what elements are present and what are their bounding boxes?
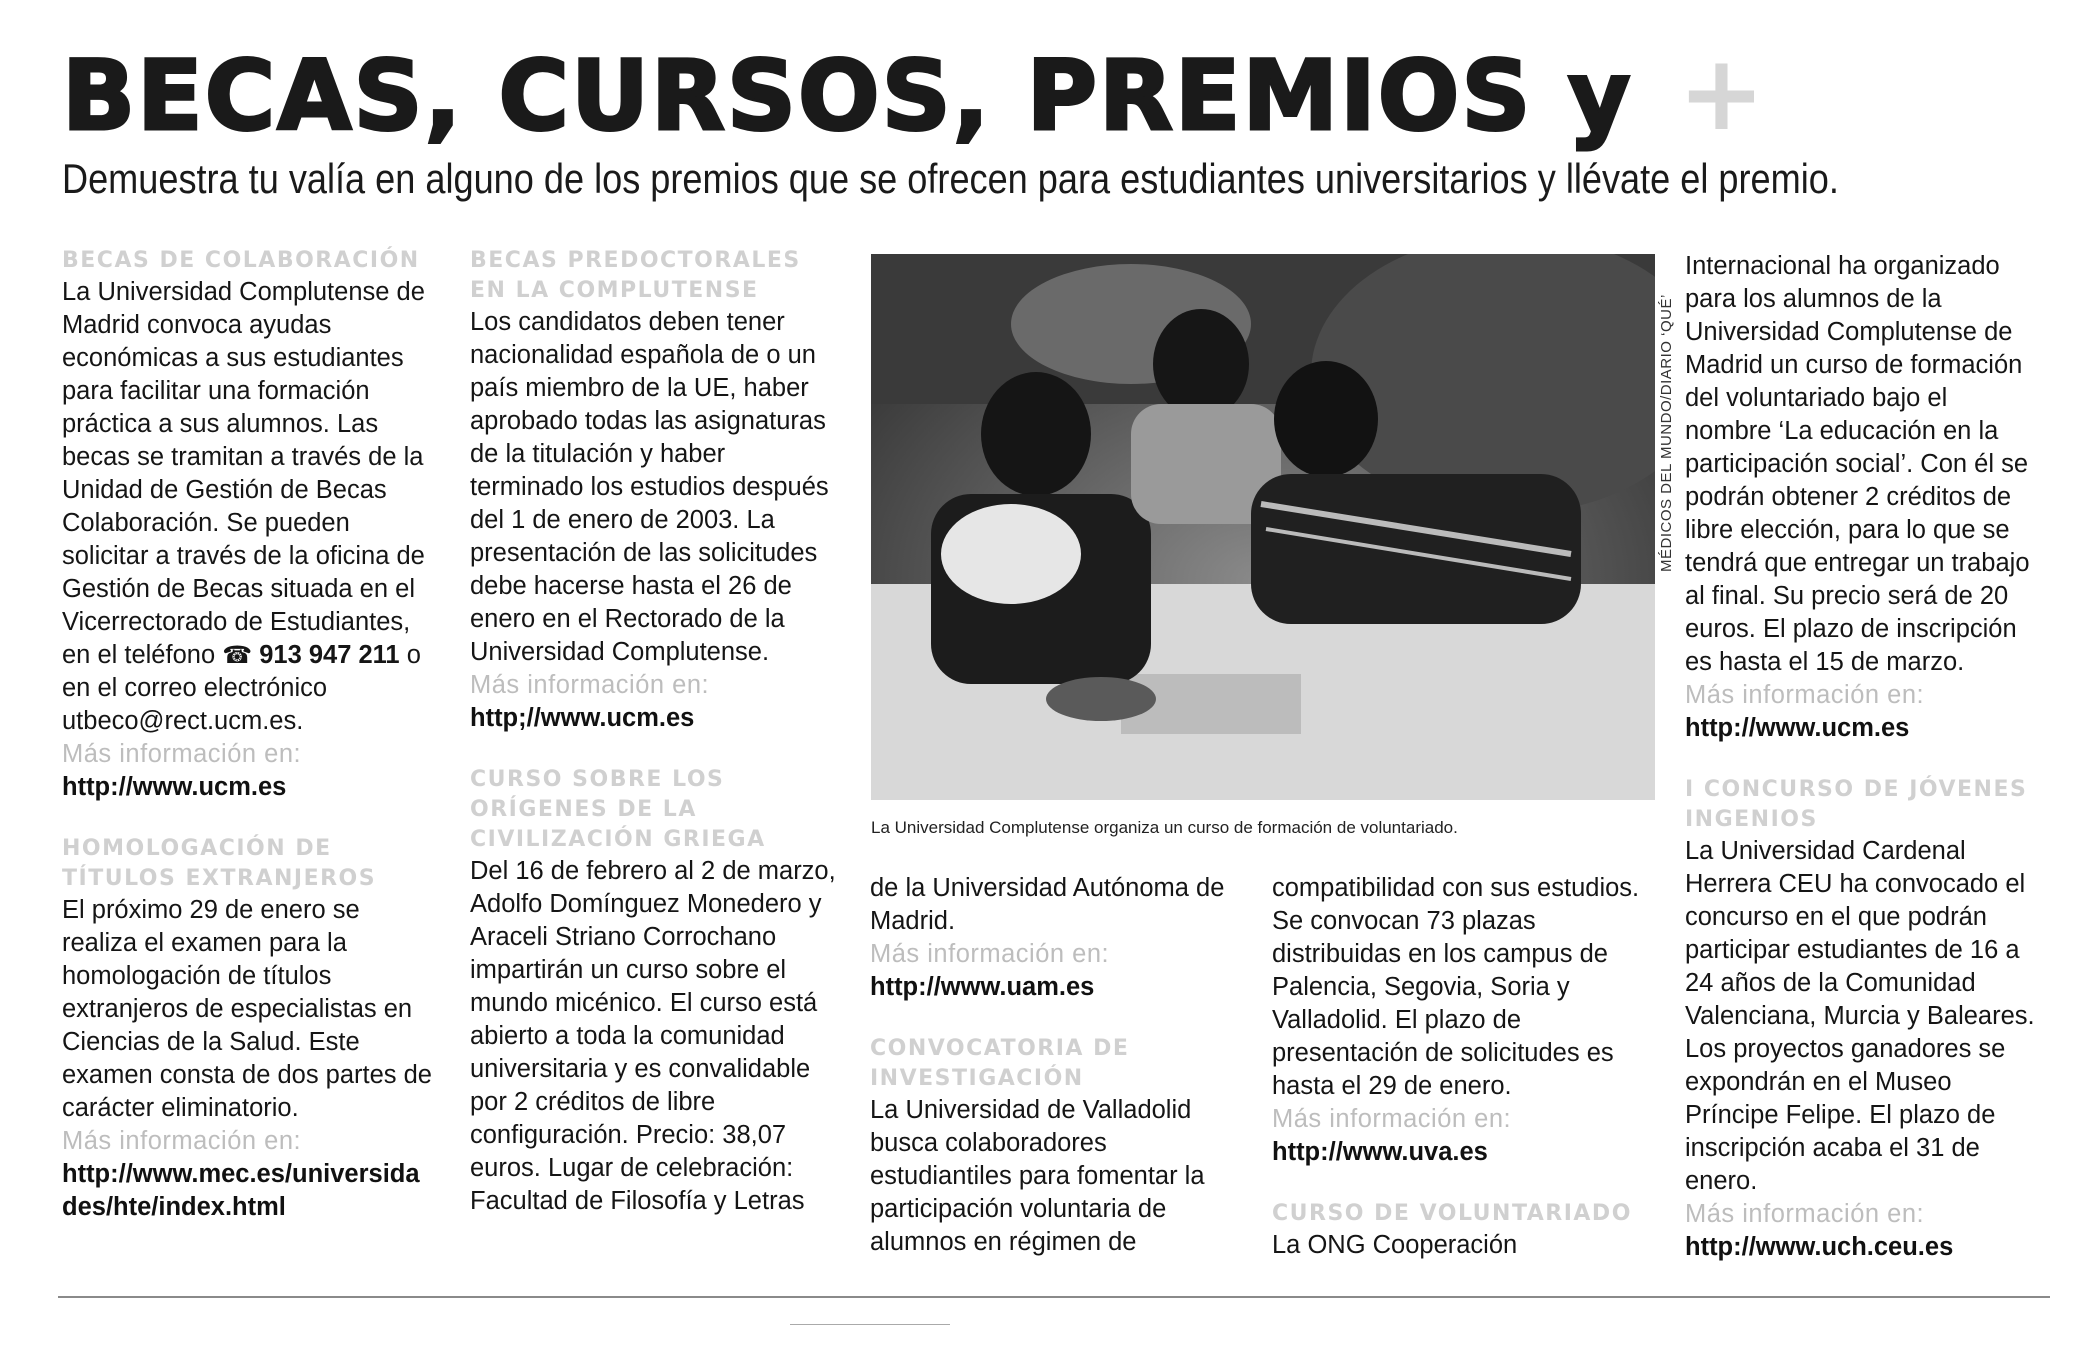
- photo-credit: MÉDICOS DEL MUNDO/DIARIO ‘QUÉ’: [1658, 294, 1675, 572]
- section-title-becas-colaboracion: BECAS DE COLABORACIÓN: [62, 248, 420, 273]
- article-curso-griega-continued: de la Universidad Autónoma de Madrid.: [870, 874, 1225, 935]
- article-curso-griega: Del 16 de febrero al 2 de marzo, Adolfo Domínguez Monedero y Araceli Striano Corrochano impartirán un curso sobre el mundo micénico. El curso está abierto a toda la comunidad universitaria y es convalidable por 2 créditos de libre configuración. Precio: 38,07 euros. Lugar de celebración: Facultad de Filosofía y Letras: [470, 857, 836, 1215]
- more-info-label: Más información en:: [1272, 1105, 1512, 1133]
- page-title-text: BECAS, CURSOS, PREMIOS y: [62, 40, 1633, 152]
- phone-icon: ☎: [222, 642, 253, 669]
- article-becas-colaboracion: [62, 276, 432, 738]
- photo-image: [871, 254, 1655, 800]
- link-uam[interactable]: http://www.uam.es: [870, 973, 1095, 1001]
- more-info-label: Más información en:: [62, 1127, 302, 1155]
- footer-mark: [790, 1324, 950, 1325]
- section-title-homologacion: HOMOLOGACIÓN DE TÍTULOS EXTRANJEROS: [62, 836, 377, 891]
- article-body: o en el correo electrónico utbeco@rect.ucm.es.: [62, 641, 421, 735]
- link-ucm-predoctorales[interactable]: http;//www.ucm.es: [470, 704, 695, 732]
- page-title: [62, 32, 1767, 154]
- section-title-curso-griega: CURSO SOBRE LOS ORÍGENES DE LA CIVILIZACIÓN GRIEGA: [470, 767, 766, 852]
- column-3: [870, 872, 1255, 1259]
- link-uva[interactable]: http://www.uva.es: [1272, 1138, 1488, 1166]
- article-concurso: La Universidad Cardenal Herrera CEU ha convocado el concurso en el que podrán participar estudiantes de 16 a 24 años de la Comunidad Valenciana, Murcia y Baleares. Los proyectos ganadores se expondrán en el Museo Príncipe Felipe. El plazo de inscripción acaba el 31 de enero.: [1685, 837, 2035, 1195]
- column-1: [62, 246, 432, 1224]
- article-becas-predoctorales: Los candidatos deben tener nacionalidad española de o un país miembro de la UE, haber aprobado todas las asignaturas de la titulación y haber terminado los estudios después del 1 de enero de 2003. La presentación de las solicitudes debe hacerse hasta el 26 de enero en el Rectorado de la Universidad Complutense.: [470, 308, 829, 666]
- column-5: [1685, 250, 2035, 1264]
- section-title-convocatoria: CONVOCATORIA DE INVESTIGACIÓN: [870, 1036, 1130, 1091]
- link-ucm[interactable]: http://www.ucm.es: [62, 773, 287, 801]
- column-2: [470, 246, 845, 1218]
- more-info-label: Más información en:: [1685, 681, 1925, 709]
- section-title-curso-voluntariado: CURSO DE VOLUNTARIADO: [1272, 1201, 1632, 1226]
- more-info-label: Más información en:: [1685, 1200, 1925, 1228]
- link-uch[interactable]: http://www.uch.ceu.es: [1685, 1233, 1954, 1261]
- section-title-concurso: I CONCURSO DE JÓVENES INGENIOS: [1685, 777, 2028, 832]
- section-title-becas-predoctorales: BECAS PREDOCTORALES EN LA COMPLUTENSE: [470, 248, 801, 303]
- link-ucm-voluntariado[interactable]: http://www.ucm.es: [1685, 714, 1910, 742]
- article-convocatoria-continued: compatibilidad con sus estudios. Se convocan 73 plazas distribuidas en los campus de Palencia, Segovia, Soria y Valladolid. El plazo de presentación de solicitudes es hasta el 29 de enero.: [1272, 874, 1640, 1100]
- column-4: [1272, 872, 1652, 1262]
- article-photo: [871, 254, 1655, 800]
- more-info-label: Más información en:: [470, 671, 710, 699]
- more-info-label: Más información en:: [870, 940, 1110, 968]
- article-homologacion: El próximo 29 de enero se realiza el examen para la homologación de títulos extranjeros de especialistas en Ciencias de la Salud. Este examen consta de dos partes de carácter eliminatorio.: [62, 896, 432, 1122]
- plus-icon: +: [1677, 32, 1768, 154]
- article-body: La Universidad Complutense de Madrid convoca ayudas económicas a sus estudiantes para facilitar una formación práctica a sus alumnos. Las becas se tramitan a través de la Unidad de Gestión de Becas Colaboración. Se pueden solicitar a través de la oficina de Gestión de Becas situada en el Vicerrectorado de Estudiantes, en el teléfono: [62, 278, 425, 669]
- phone-number: 913 947 211: [259, 641, 400, 669]
- page-subtitle: Demuestra tu valía en alguno de los premios que se ofrecen para estudiantes universitarios y llévate el premio.: [62, 155, 1839, 202]
- article-convocatoria: La Universidad de Valladolid busca colaboradores estudiantiles para fomentar la participación voluntaria de alumnos en régimen de: [870, 1096, 1205, 1256]
- link-mec[interactable]: http://www.mec.es/universidades/hte/index.html: [62, 1160, 420, 1221]
- article-curso-voluntariado: La ONG Cooperación: [1272, 1231, 1518, 1259]
- bottom-divider: [58, 1296, 2050, 1298]
- photo-caption: La Universidad Complutense organiza un curso de formación de voluntariado.: [871, 818, 1458, 837]
- more-info-label: Más información en:: [62, 740, 302, 768]
- article-curso-voluntariado-continued: Internacional ha organizado para los alumnos de la Universidad Complutense de Madrid un curso de formación del voluntariado bajo el nombre ‘La educación en la participación social’. Con él se podrán obtener 2 créditos de libre elección, para lo que se tendrá que entregar un trabajo al final. Su precio será de 20 euros. El plazo de inscripción es hasta el 15 de marzo.: [1685, 252, 2030, 676]
